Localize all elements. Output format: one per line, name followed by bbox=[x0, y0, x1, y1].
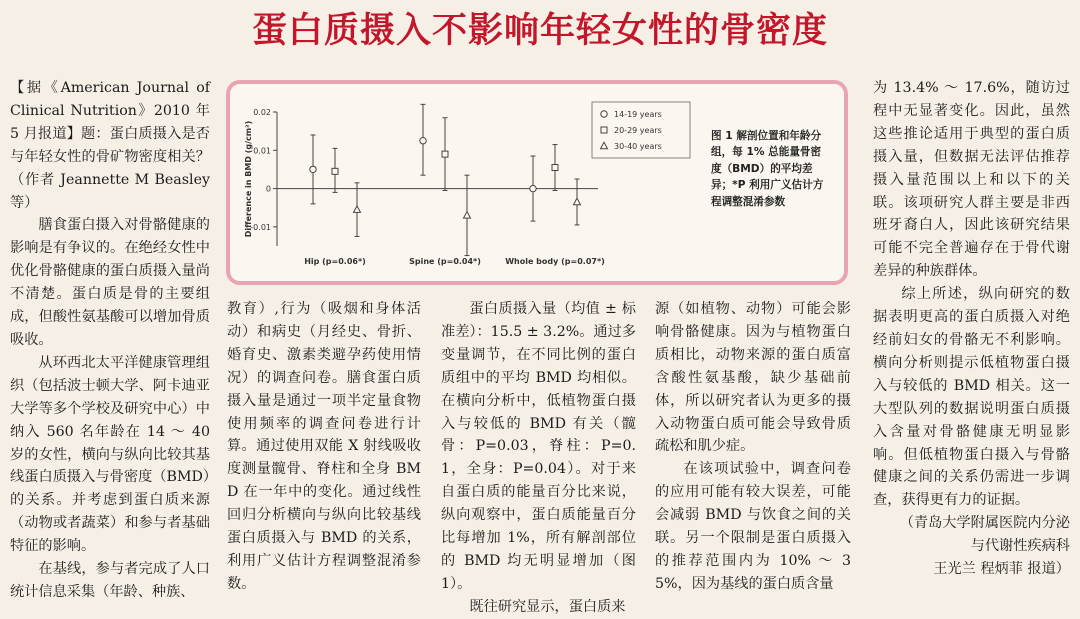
legend-label: 14-19 years bbox=[614, 110, 662, 119]
body-paragraph: 从环西北太平洋健康管理组织（包括波士顿大学、阿卡迪亚大学等多个学校及研究中心）中纳入 560 名年龄在 14 ～ 40 岁的女性，横向与纵向比较其基线蛋白质摄入与骨密度（BMD）的关系。并考虑到蛋白质来源（动物或者蔬菜）和参与者基础特征的影响。 bbox=[10, 354, 210, 555]
y-tick-label: -0.01 bbox=[250, 222, 271, 232]
body-paragraph: 为 13.4% ～ 17.6%，随访过程中无显著变化。因此，虽然这些推论适用于典型的蛋白质摄入量，但数据无法评估推荐摄入量范围以上和以下的关联。该项研究人群主要是非西班牙裔白人，因此该研究结果可能不完全普遍存在于骨代谢差异的种族群体。 bbox=[873, 80, 1070, 280]
source-paragraph: 【据《American Journal of Clinical Nutrition》2010 年 5 月报道】题：蛋白质摄入是否与年轻女性的骨矿物密度相关？（作者 Jeannette M Beasley 等） bbox=[10, 80, 210, 211]
data-point-square bbox=[442, 151, 448, 157]
body-paragraph: 蛋白质摄入量（均值 ± 标准差）：15.5 ± 3.2%。通过多变量调节，在不同比例的蛋白质组中的平均 BMD 均相似。在横向分析中，低植物蛋白摄入与较低的 BMD 有关（髋骨：P=0.03，脊柱：P=0.1，全身：P=0.04）。对于来自蛋白质的能量百分比来说，纵向观察中，蛋白质能量百分比每增加 1%，所有解剖部位的 BMD 均无明显增加（图 1）。 bbox=[441, 301, 636, 592]
body-paragraph: 在基线，参与者完成了人口统计信息采集（年龄、种族、 bbox=[10, 561, 210, 600]
y-tick-label: 0 bbox=[265, 184, 271, 194]
data-point-triangle bbox=[464, 212, 471, 219]
group-label: Whole body (p=0.07*) bbox=[505, 257, 605, 266]
data-point-square bbox=[552, 165, 558, 171]
data-point-square bbox=[332, 168, 338, 174]
reporter-signature: 与代谢性疾病科 bbox=[970, 538, 1070, 555]
reporter-signature: （青岛大学附属医院内分泌 bbox=[899, 515, 1070, 532]
article-title: 蛋白质摄入不影响年轻女性的骨密度 bbox=[251, 11, 828, 51]
column-5 bbox=[873, 77, 1070, 597]
body-paragraph: 教育）,行为（吸烟和身体活动）和病史（月经史、骨折、婚育史、激素类避孕药使用情况）的调查问卷。膳食蛋白质摄入量是通过一项半定量食物使用频率的调查问卷进行计算。通过使用双能 X 射线吸收度测量髋骨、脊柱和全身 BMD 在一年中的变化。通过线性回归分析横向与纵向比较基线蛋白质摄入与 BMD 的关系，利用广义估计方程调整混淆参数。 bbox=[227, 301, 421, 592]
body-paragraph: 综上所述，纵向研究的数据表明更高的蛋白质摄入对绝经前妇女的骨骼无不利影响。横向分析则提示低植物蛋白摄入与较低的 BMD 相关。这一大型队列的数据说明蛋白质摄入含量对骨骼健康无明显影响。但低植物蛋白摄入与骨骼健康之间的关系仍需进一步调查，获得更有力的证据。 bbox=[873, 286, 1070, 509]
body-paragraph: 膳食蛋白摄入对骨骼健康的影响是有争议的。在绝经女性中优化骨骼健康的蛋白质摄入量尚不清楚。蛋白质是骨的主要组成，但酸性氨基酸可以增加骨质吸收。 bbox=[10, 217, 210, 348]
group-label: Hip (p=0.06*) bbox=[304, 257, 366, 266]
body-paragraph: 源（如植物、动物）可能会影响骨骼健康。因为与植物蛋白质相比，动物来源的蛋白质富含酸性氨基酸，缺少基础前体，所以研究者认为更多的摄入动物蛋白质可能会导致骨质疏松和肌少症。 bbox=[655, 301, 851, 455]
figure-caption: 图 1 解剖位置和年龄分组，每 1% 总能量骨密度（BMD）的平均差异；*P 利用广义估计方程调整混淆参数 bbox=[711, 130, 824, 208]
y-tick-label: 0.02 bbox=[253, 108, 271, 117]
data-point-circle bbox=[530, 185, 536, 191]
column-2 bbox=[227, 298, 421, 596]
group-label: Spine (p=0.04*) bbox=[409, 257, 481, 266]
column-3 bbox=[441, 298, 636, 615]
body-paragraph: 既往研究显示，蛋白质来 bbox=[469, 598, 626, 615]
y-tick-label: 0.01 bbox=[253, 146, 271, 156]
data-point-triangle bbox=[354, 206, 361, 213]
column-4 bbox=[655, 298, 851, 596]
data-point-circle bbox=[420, 138, 426, 144]
legend-marker-square bbox=[601, 127, 607, 133]
figure-box bbox=[226, 80, 848, 285]
legend-label: 20-29 years bbox=[614, 126, 662, 135]
data-point-circle bbox=[310, 166, 316, 172]
data-point-triangle bbox=[574, 198, 581, 205]
column-1 bbox=[10, 77, 210, 600]
y-axis-label: Difference in BMD (g/cm²) bbox=[244, 120, 253, 238]
legend-marker-circle bbox=[601, 111, 607, 117]
legend-label: 30-40 years bbox=[614, 142, 662, 151]
reporter-signature: 王光兰 程炳菲 报道） bbox=[933, 561, 1070, 578]
body-paragraph: 在该项试验中，调查问卷的应用可能有较大误差，可能会减弱 BMD 与饮食之间的关联。另一个限制是蛋白质摄入的推荐范围内为 10% ～ 35%，因为基线的蛋白质含量 bbox=[655, 461, 851, 592]
